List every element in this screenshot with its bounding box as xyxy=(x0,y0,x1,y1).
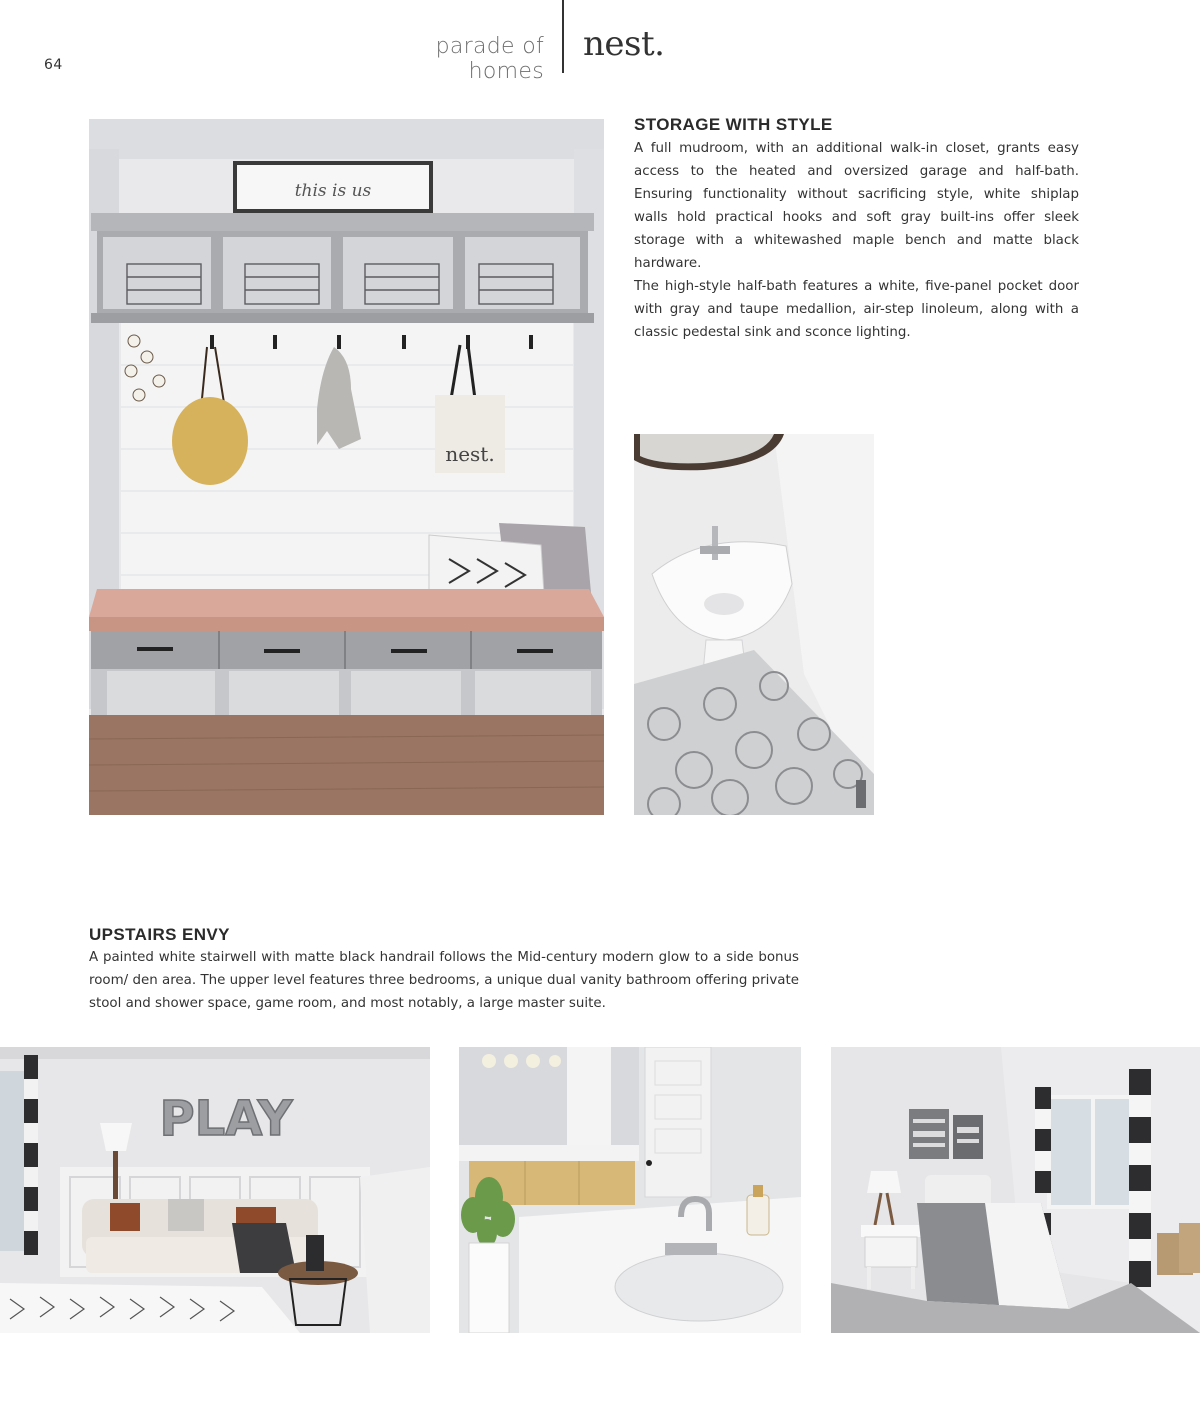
vanity-photo xyxy=(459,1047,801,1333)
playroom-sign-text: PLAY xyxy=(159,1091,293,1147)
storage-paragraph-1: A full mudroom, with an additional walk-in closet, grants easy access to the heated and oversized garage and half-bath. Ensuring functionality without sacrificing style, white shiplap walls hold practical hooks and soft gray built-ins offer sleek storage with a whitewashed maple bench and matte black hardware. xyxy=(634,141,1079,271)
playroom-photo xyxy=(0,1047,430,1333)
header-divider xyxy=(562,0,564,73)
tote-logo-text: nest. xyxy=(445,442,495,466)
mudroom-photo xyxy=(89,119,604,815)
half-bath-photo xyxy=(634,434,874,815)
publication-name: parade of homes xyxy=(435,34,544,84)
storage-paragraph-2: The high-style half-bath features a white, five-panel pocket door with gray and taupe medallion, air-step linoleum, along with a classic pedestal sink and sconce lighting. xyxy=(634,279,1079,340)
page-number: 64 xyxy=(44,57,63,73)
nest-logo: nest. xyxy=(583,24,665,64)
mudroom-sign-text: this is us xyxy=(294,181,372,201)
storage-heading: STORAGE WITH STYLE xyxy=(634,115,833,134)
bedroom-photo xyxy=(831,1047,1200,1333)
upstairs-heading: UPSTAIRS ENVY xyxy=(89,925,230,944)
upstairs-paragraph: A painted white stairwell with matte black handrail follows the Mid-century modern glow to a side bonus room/ den area. The upper level features three bedrooms, a unique dual vanity bathroom offering private stool and shower space, game room, and most notably, a large master suite. xyxy=(89,950,799,1011)
